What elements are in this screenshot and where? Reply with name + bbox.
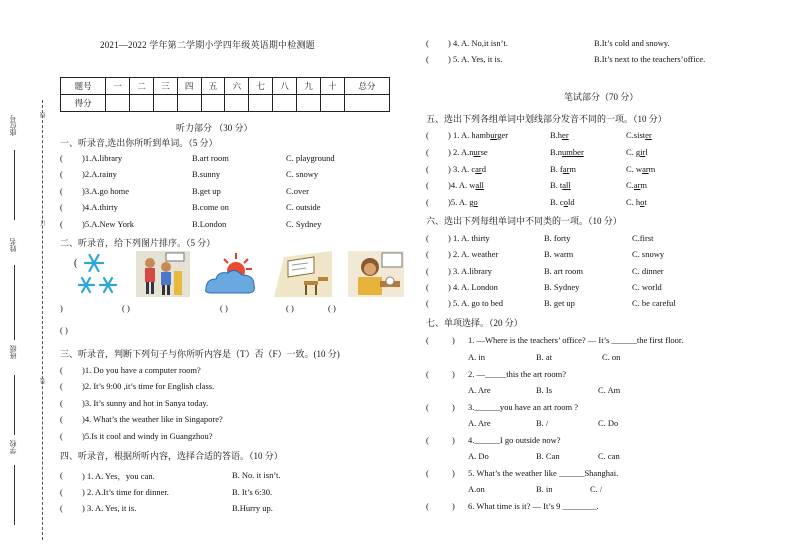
left-column [58,0,394,550]
option-a: A. Are [468,385,491,395]
option-b: B. warm [544,249,574,259]
sun-cloud-icon [202,251,260,297]
section-4-title: 四、听录音，根据所听内容，选择合适的答语。（10 分） [60,451,283,461]
answer-paren[interactable]: ( [60,503,63,513]
option-b: B. art room [544,266,583,276]
option-a: ) 2. A.It’s time for dinner. [82,487,169,497]
statement: )3. It’s sunny and hot in Sanya today. [82,398,209,408]
school-underline[interactable] [14,465,15,525]
score-cell: 七 [249,78,273,95]
option-b: B. No. it isn’t. [232,470,281,480]
score-cell: 六 [225,78,249,95]
order-blank[interactable]: ( ) [122,303,130,313]
answer-paren[interactable]: ( [426,38,429,48]
section-2-title: 二、听录音，给下列图片排序。（5 分） [60,238,216,248]
score-cell: 三 [153,78,177,95]
answer-paren-close: ) [452,335,455,345]
option-c: C. Am [598,385,621,395]
question-stem: 5. What’s the weather like ______Shanghai. [468,468,619,478]
right-column [422,0,794,550]
answer-paren[interactable]: ( [60,381,63,391]
option-a: ) 4. A. London [448,282,498,292]
option-c: C. playground [286,153,335,163]
option-a: A. Are [468,418,491,428]
answer-paren[interactable]: ( [426,54,429,64]
class-label: 班级 [9,345,17,359]
score-input[interactable] [201,95,225,112]
option-a: )3.A.go home [82,186,129,196]
option-a: ) 2. A.nurse [448,147,488,157]
option-b: B. tall [550,180,571,190]
answer-paren[interactable]: ( [426,298,429,308]
option-c: C. girl [626,147,648,157]
name-label: 姓名 [9,238,17,252]
answer-paren[interactable]: ( [426,266,429,276]
children-picture-icon [136,251,190,297]
option-b: B. forty [544,233,571,243]
picture-paren-close: ) [60,303,63,313]
written-heading: 笔试部分（70 分） [564,92,639,102]
answer-paren[interactable]: ( [426,147,429,157]
option-b: B.number [550,147,584,157]
option-a: A. in [468,352,485,362]
score-table [60,77,390,112]
answer-paren[interactable]: ( [60,414,63,424]
question-stem: 3.______you have an art room ? [468,402,578,412]
option-c: C. dinner [632,266,664,276]
option-a: ) 3. A. Yes, it is. [82,503,137,513]
school-label: 学校 [9,440,17,454]
answer-paren[interactable]: ( [426,180,429,190]
score-cell: 八 [273,78,297,95]
score-cell: 九 [297,78,321,95]
option-b: B. get up [544,298,575,308]
option-a: ) 1. A. thirty [448,233,490,243]
answer-paren-close: ) [452,369,455,379]
score-cell: 总分 [344,78,389,95]
score-cell: 一 [106,78,130,95]
option-b: B.come on [192,202,229,212]
answer-paren[interactable]: ( [426,468,429,478]
option-a: A. Do [468,451,489,461]
cut-line [42,100,43,540]
score-row-label: 得分 [61,95,106,112]
option-b: B. It’s 6:30. [232,487,273,497]
score-header-row [61,78,390,95]
option-a: ) 3. A. card [448,164,487,174]
score-input[interactable] [106,95,130,112]
statement: )2. It’s 9:00 ,it’s time for English class. [82,381,215,391]
option-c: C.over [286,186,309,196]
option-a: ) 4. A. No,it isn’t. [448,38,508,48]
binding-mark: 装 [41,378,47,384]
option-c: C. world [632,282,662,292]
answer-paren[interactable]: ( [426,402,429,412]
option-a: )1.A.library [82,153,123,163]
snowflake-icon [78,251,132,297]
option-a: )5.A.New York [82,219,134,229]
answer-paren[interactable]: ( [426,501,429,511]
option-c: C. hot [626,197,647,207]
binding-mark: 订 [41,220,47,226]
option-c: C. on [602,352,621,362]
option-a: ) 5. A. go to bed [448,298,504,308]
order-blank[interactable]: ( ) [328,303,336,313]
answer-paren[interactable]: ( [426,130,429,140]
option-b: B.sunny [192,169,221,179]
option-a: )5. A. go [448,197,478,207]
section-1-title: 一、听录音,选出你所听到单词。（5 分） [60,138,218,148]
score-input[interactable] [249,95,273,112]
answer-paren-close: ) [452,468,455,478]
option-b: B.her [550,130,569,140]
option-b: B. cold [550,197,575,207]
option-b: B.London [192,219,227,229]
option-b: B. at [536,352,553,362]
score-input[interactable] [153,95,177,112]
answer-paren[interactable]: ( [426,335,429,345]
option-a: )4.A.thirty [82,202,118,212]
option-a: )2.A.rainy [82,169,117,179]
binding-strip [0,0,56,550]
answer-paren[interactable]: ( [426,435,429,445]
option-a: ) 1. A. Yes，you can. [82,471,155,481]
answer-paren-close: ) [452,501,455,511]
option-c: C. Sydney [286,219,322,229]
option-b: B.art room [192,153,229,163]
answer-paren[interactable]: ( [426,369,429,379]
option-c: C.arm [626,180,648,190]
answer-paren[interactable]: ( [426,164,429,174]
statement: )4. What’s the weather like in Singapore? [82,414,223,424]
listening-heading: 听力部分 （30 分） [176,123,253,133]
score-input[interactable] [130,95,154,112]
option-b: B.It’s next to the teachers’office. [594,54,706,64]
answer-paren[interactable]: ( [60,487,63,497]
classroom-picture-icon [274,251,332,297]
answer-paren[interactable]: ( [60,186,63,196]
answer-paren[interactable]: ( [60,398,63,408]
option-a: A.on [468,484,485,494]
question-stem: 2. —_____this the art room? [468,369,566,379]
page-title: 2021—2022 学年第二学期小学四年级英语期中检测题 [100,40,315,50]
score-input[interactable] [273,95,297,112]
answer-paren[interactable]: ( [60,202,63,212]
answer-paren[interactable]: ( [426,233,429,243]
name-underline[interactable] [14,265,15,340]
option-c: C. / [590,484,603,494]
section-5-title: 五、选出下列各组单词中划线部分发音不同的一项。（10 分） [426,114,667,124]
answer-paren[interactable]: ( [60,219,63,229]
order-blank[interactable]: ( ) [60,325,68,335]
option-b: B. farm [550,164,576,174]
option-b: B. in [536,484,553,494]
option-b: B.get up [192,186,221,196]
order-blank[interactable]: ( ) [220,303,228,313]
seat-underline[interactable] [14,150,15,220]
answer-paren-close: ) [452,435,455,445]
answer-paren[interactable]: ( [426,249,429,259]
option-c: C. warm [626,164,656,174]
option-c: C.first [632,233,654,243]
score-input[interactable] [297,95,321,112]
option-c: C. Do [598,418,619,428]
binding-mark: 线 [41,112,47,118]
option-c: C. be careful [632,298,676,308]
section-3-title: 三、听录音，判断下列句子与你所听内容是（T）否（F）一致。(10 分) [60,349,340,359]
option-a: ) 3. A.library [448,266,492,276]
score-cell: 二 [130,78,154,95]
option-a: ) 2. A. weather [448,249,499,259]
statement: )5.Is it cool and windy in Guangzhou? [82,431,213,441]
section-7-title: 七、单项选择。（20 分） [426,318,523,328]
option-b: B. Sydney [544,282,580,292]
option-a: ) 5. A. Yes, it is. [448,54,503,64]
picture-paren-open: ( [74,258,78,269]
option-c: C. can [598,451,620,461]
seat-label: 座位号 [9,115,17,136]
class-underline[interactable] [14,375,15,435]
question-stem: 1. —Where is the teachers’ office? — It’s ______the first floor. [468,335,684,345]
statement: )1. Do you have a computer room? [82,365,201,375]
section-6-title: 六、选出下列每组单词中不同类的一项。（10 分） [426,216,622,226]
order-blank[interactable]: ( ) [286,303,294,313]
option-b: B.It’s cold and snowy. [594,38,670,48]
answer-paren[interactable]: ( [426,197,429,207]
answer-paren-close: ) [452,402,455,412]
option-b: B. / [536,418,549,428]
option-c: C. snowy [632,249,665,259]
score-input[interactable] [320,95,344,112]
option-b: B.Hurry up. [232,503,273,513]
option-a: )4. A. wall [448,180,484,190]
score-cell: 五 [201,78,225,95]
option-c: C. outside [286,202,321,212]
question-stem: 6. What time is it? — It’s 9 ________. [468,501,599,511]
option-b: B. Can [536,451,560,461]
option-c: C.sister [626,130,652,140]
answer-paren[interactable]: ( [60,153,63,163]
score-cell: 四 [177,78,201,95]
question-stem: 4.______I go outside now? [468,435,561,445]
answer-paren[interactable]: ( [60,365,63,375]
answer-paren[interactable]: ( [60,169,63,179]
answer-paren[interactable]: ( [60,431,63,441]
answer-paren[interactable]: ( [426,282,429,292]
answer-paren[interactable]: ( [60,470,63,480]
score-input[interactable] [225,95,249,112]
score-cell: 题号 [61,78,106,95]
option-b: B. Is [536,385,553,395]
score-cell: 十 [320,78,344,95]
score-input[interactable] [177,95,201,112]
score-input[interactable] [344,95,389,112]
option-a: ) 1. A. hamburger [448,130,509,140]
score-value-row [61,95,390,112]
option-c: C. snowy [286,169,319,179]
boy-eating-icon [348,251,404,297]
